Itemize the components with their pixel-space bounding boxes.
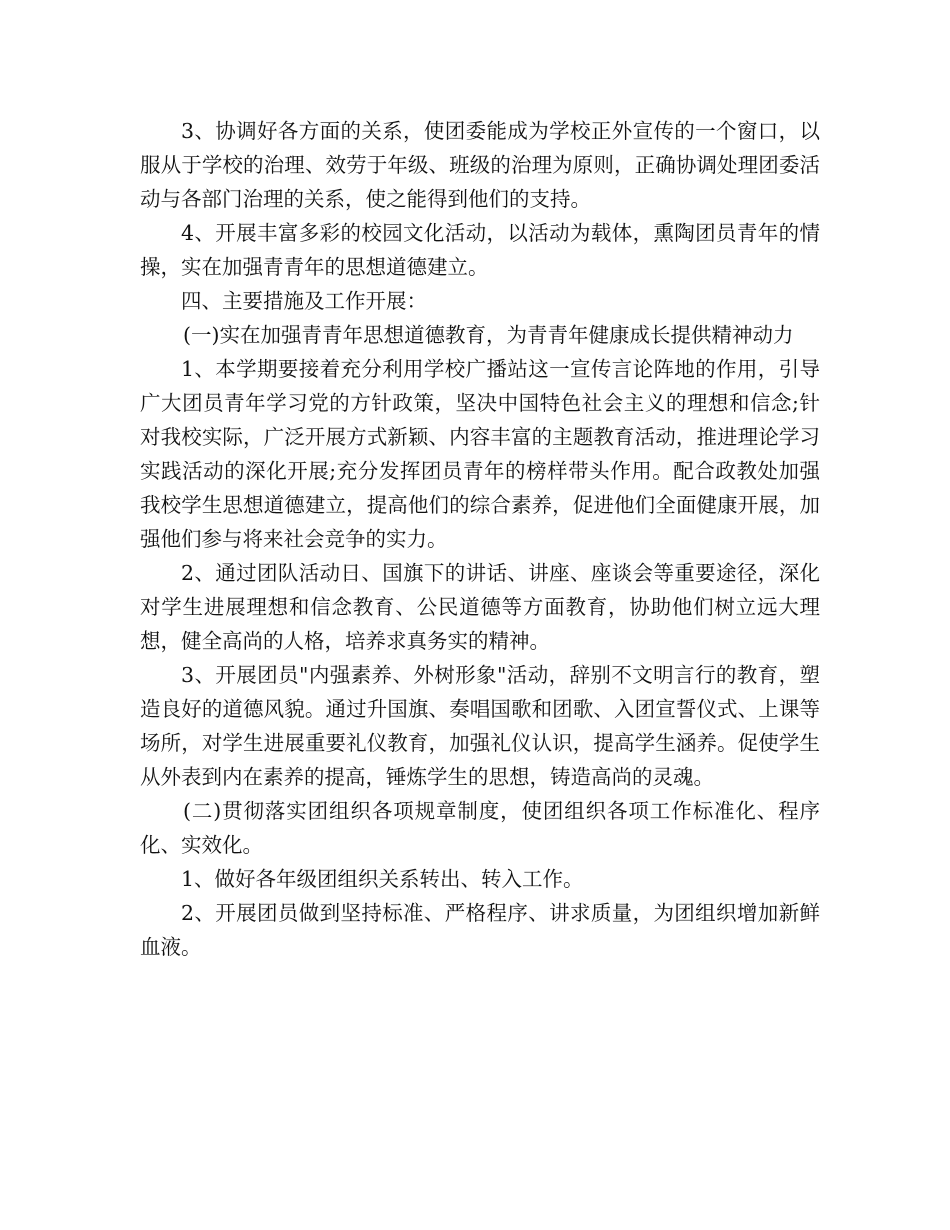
paragraph-broadcast-station: 1、本学期要接着充分利用学校广播站这一宣传言论阵地的作用，引导广大团员青年学习党的方针政策，坚决中国特色社会主义的理想和信念;针对我校实际，广泛开展方式新颖、内容丰富的主题教育活动，推进理论学习实践活动的深化开展;充分发挥团员青年的榜样带头作用。配合政教处加强我校学生思想道德建立，提高他们的综合素养，促进他们全面健康开展，加强他们参与将来社会竞争的实力。 bbox=[140, 357, 820, 551]
paragraph-membership-transfer: 1、做好各年级团组织关系转出、转入工作。 bbox=[181, 867, 584, 891]
subsection-heading-moral-education: (一)实在加强青青年思想道德教育，为青青年健康成长提供精神动力 bbox=[183, 323, 794, 347]
section-heading-measures: 四、主要措施及工作开展： bbox=[181, 289, 427, 313]
paragraph-campus-culture: 4、开展丰富多彩的校园文化活动，以活动为载体，熏陶团员青年的情操，实在加强青青年的思想道德建立。 bbox=[140, 221, 820, 279]
paragraph-coordinate-relations: 3、协调好各方面的关系，使团委能成为学校正外宣传的一个窗口，以服从于学校的治理、效劳于年级、班级的治理为原则，正确协调处理团委活动与各部门治理的关系，使之能得到他们的支持。 bbox=[140, 119, 820, 211]
document-body bbox=[140, 114, 820, 964]
paragraph-image-building: 3、开展团员"内强素养、外树形象"活动，辞别不文明言行的教育，塑造良好的道德风貌。通过升国旗、奏唱国歌和团歌、入团宣誓仪式、上课等场所，对学生进展重要礼仪教育，加强礼仪认识，提高学生涵养。促使学生从外表到内在素养的提高，锤炼学生的思想，铸造高尚的灵魂。 bbox=[140, 663, 820, 789]
paragraph-activity-day: 2、通过团队活动日、国旗下的讲话、讲座、座谈会等重要途径，深化对学生进展理想和信念教育、公民道德等方面教育，协助他们树立远大理想，健全高尚的人格，培养求真务实的精神。 bbox=[140, 561, 820, 653]
paragraph-new-members: 2、开展团员做到坚持标准、严格程序、讲求质量，为团组织增加新鲜血液。 bbox=[140, 901, 820, 959]
subsection-heading-regulations: (二)贯彻落实团组织各项规章制度，使团组织各项工作标准化、程序化、实效化。 bbox=[140, 799, 820, 857]
